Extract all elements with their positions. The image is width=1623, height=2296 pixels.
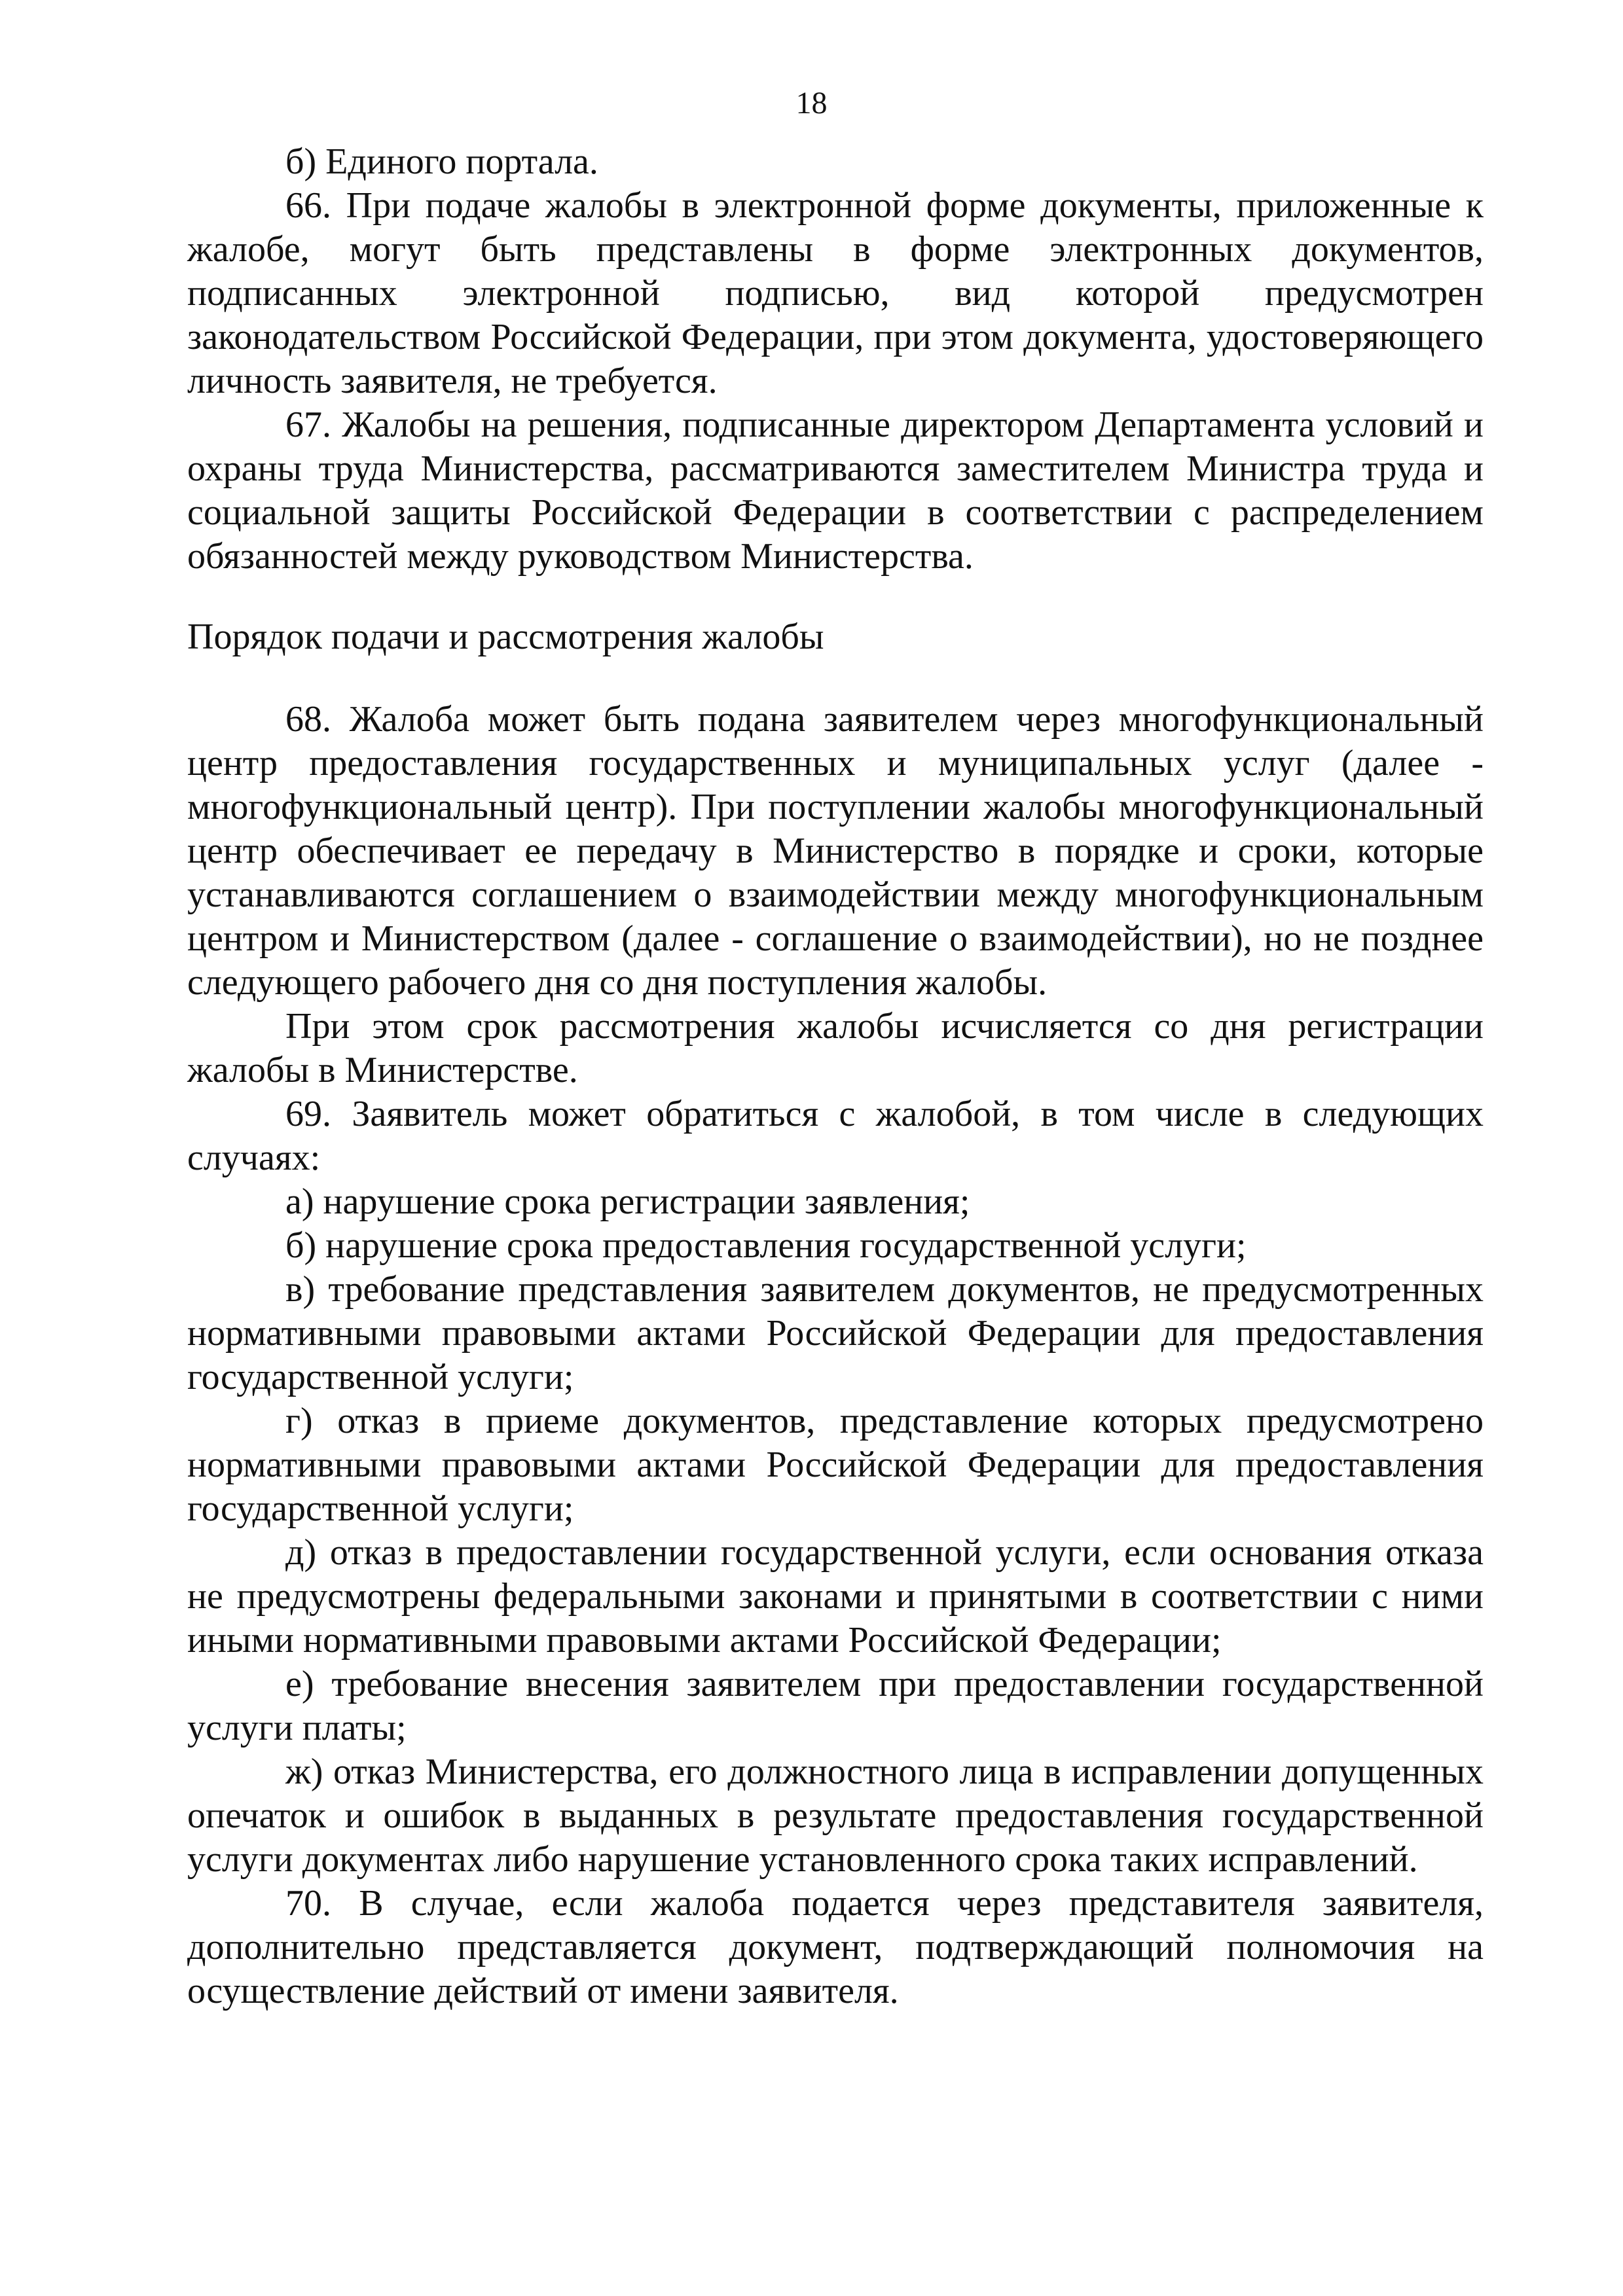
section-heading: Порядок подачи и рассмотрения жалобы: [187, 617, 824, 657]
list-item-g: г) отказ в приеме документов, представление которых предусмотрено нормативными правовыми актами Российской Федерации для предоставления государственной услуги;: [187, 1401, 1484, 1529]
paragraph-portal: б) Единого портала.: [285, 141, 598, 182]
list-item-zh: ж) отказ Министерства, его должностного лица в исправлении допущенных опечаток и ошибок в выданных в результате предоставления государственной услуги документах либо нарушение установленного срока таких исправлений.: [187, 1751, 1484, 1880]
paragraph-69: 69. Заявитель может обратиться с жалобой, в том числе в следующих случаях:: [187, 1094, 1484, 1178]
list-item-a: а) нарушение срока регистрации заявления;: [285, 1181, 970, 1222]
list-item-v: в) требование представления заявителем документов, не предусмотренных нормативными правовыми актами Российской Федерации для предоставления государственной услуги;: [187, 1269, 1484, 1397]
list-item-b: б) нарушение срока предоставления государственной услуги;: [285, 1225, 1247, 1266]
paragraph-68-term: При этом срок рассмотрения жалобы исчисляется со дня регистрации жалобы в Министерстве.: [187, 1006, 1484, 1090]
list-item-e: е) требование внесения заявителем при предоставлении государственной услуги платы;: [187, 1664, 1484, 1748]
paragraph-68: 68. Жалоба может быть подана заявителем через многофункциональный центр предоставления государственных и муниципальных услуг (далее - многофункциональный центр). При поступлении жалобы многофункциональный центр обеспечивает ее передачу в Министерство в порядке и сроки, которые устанавливаются соглашением о взаимодействии между многофункциональным центром и Министерством (далее - соглашение о взаимодействии), но не позднее следующего рабочего дня со дня поступления жалобы.: [187, 699, 1484, 1003]
paragraph-66: 66. При подаче жалобы в электронной форме документы, приложенные к жалобе, могут быть представлены в форме электронных документов, подписанных электронной подписью, вид которой предусмотрен законодательством Российской Федерации, при этом документа, удостоверяющего личность заявителя, не требуется.: [187, 185, 1484, 401]
paragraph-70: 70. В случае, если жалоба подается через представителя заявителя, дополнительно представляется документ, подтверждающий полномочия на осуществление действий от имени заявителя.: [187, 1883, 1484, 2011]
document-body: [187, 140, 1484, 2013]
list-item-d: д) отказ в предоставлении государственной услуги, если основания отказа не предусмотрены федеральными законами и принятыми в соответствии с ними иными нормативными правовыми актами Российской Федерации;: [187, 1532, 1484, 1660]
paragraph-67: 67. Жалобы на решения, подписанные директором Департамента условий и охраны труда Министерства, рассматриваются заместителем Министра труда и социальной защиты Российской Федерации в соответствии с распределением обязанностей между руководством Министерства.: [187, 404, 1484, 577]
page-number: 18: [795, 86, 828, 120]
